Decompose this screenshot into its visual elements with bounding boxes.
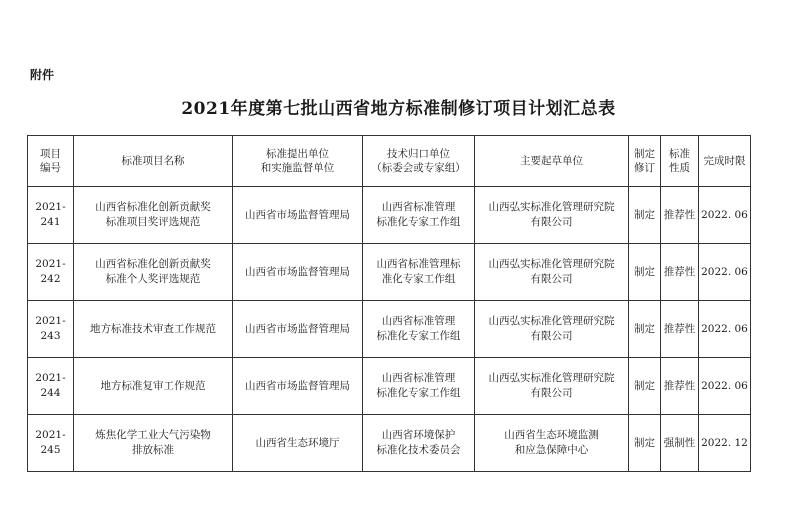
cell-drafter: 山西弘实标准化管理研究院 有限公司 (475, 301, 629, 358)
header-name: 标准项目名称 (74, 136, 233, 187)
attachment-label: 附件 (30, 68, 55, 82)
cell-drafter: 山西省生态环境监测 和应急保障中心 (475, 415, 629, 472)
cell-proposer: 山西省市场监督管理局 (233, 358, 363, 415)
cell-type: 制定 (629, 244, 661, 301)
cell-proposer: 山西省生态环境厅 (233, 415, 363, 472)
cell-type: 制定 (629, 187, 661, 244)
cell-code: 2021-244 (28, 358, 74, 415)
cell-name: 炼焦化学工业大气污染物 排放标准 (74, 415, 233, 472)
header-tech-unit: 技术归口单位 （标委会或专家组） (363, 136, 475, 187)
cell-code: 2021-241 (28, 187, 74, 244)
cell-deadline: 2022. 12 (699, 415, 751, 472)
cell-proposer: 山西省市场监督管理局 (233, 244, 363, 301)
cell-type: 制定 (629, 415, 661, 472)
cell-code: 2021-245 (28, 415, 74, 472)
header-row (28, 136, 751, 187)
header-code: 项目 编号 (28, 136, 74, 187)
cell-drafter: 山西弘实标准化管理研究院 有限公司 (475, 358, 629, 415)
cell-nature: 推荐性 (661, 187, 699, 244)
table-row (28, 358, 751, 415)
cell-code: 2021-242 (28, 244, 74, 301)
cell-drafter: 山西弘实标准化管理研究院 有限公司 (475, 187, 629, 244)
cell-type: 制定 (629, 301, 661, 358)
cell-tech-unit: 山西省环境保护 标准化技术委员会 (363, 415, 475, 472)
cell-nature: 推荐性 (661, 358, 699, 415)
cell-proposer: 山西省市场监督管理局 (233, 301, 363, 358)
cell-code: 2021-243 (28, 301, 74, 358)
cell-tech-unit: 山西省标准管理 标准化专家工作组 (363, 187, 475, 244)
cell-tech-unit: 山西省标准管理 标准化专家工作组 (363, 301, 475, 358)
cell-tech-unit: 山西省标准管理 标准化专家工作组 (363, 358, 475, 415)
cell-nature: 推荐性 (661, 244, 699, 301)
cell-proposer: 山西省市场监督管理局 (233, 187, 363, 244)
cell-name: 山西省标准化创新贡献奖 标准项目奖评选规范 (74, 187, 233, 244)
table-row (28, 301, 751, 358)
cell-deadline: 2022. 06 (699, 358, 751, 415)
cell-nature: 强制性 (661, 415, 699, 472)
cell-name: 山西省标准化创新贡献奖 标准个人奖评选规范 (74, 244, 233, 301)
cell-name: 地方标准复审工作规范 (74, 358, 233, 415)
header-drafter: 主要起草单位 (475, 136, 629, 187)
document-title: 2021年度第七批山西省地方标准制修订项目计划汇总表 (181, 99, 616, 119)
cell-deadline: 2022. 06 (699, 187, 751, 244)
cell-deadline: 2022. 06 (699, 301, 751, 358)
cell-drafter: 山西弘实标准化管理研究院 有限公司 (475, 244, 629, 301)
header-nature: 标准 性质 (661, 136, 699, 187)
header-proposer: 标准提出单位 和实施监督单位 (233, 136, 363, 187)
cell-type: 制定 (629, 358, 661, 415)
plan-summary-table (27, 135, 751, 472)
cell-nature: 推荐性 (661, 301, 699, 358)
header-type: 制定 修订 (629, 136, 661, 187)
cell-name: 地方标准技术审查工作规范 (74, 301, 233, 358)
cell-deadline: 2022. 06 (699, 244, 751, 301)
table-row (28, 415, 751, 472)
table-row (28, 244, 751, 301)
cell-tech-unit: 山西省标准管理标 准化专家工作组 (363, 244, 475, 301)
table-row (28, 187, 751, 244)
header-deadline: 完成时限 (699, 136, 751, 187)
